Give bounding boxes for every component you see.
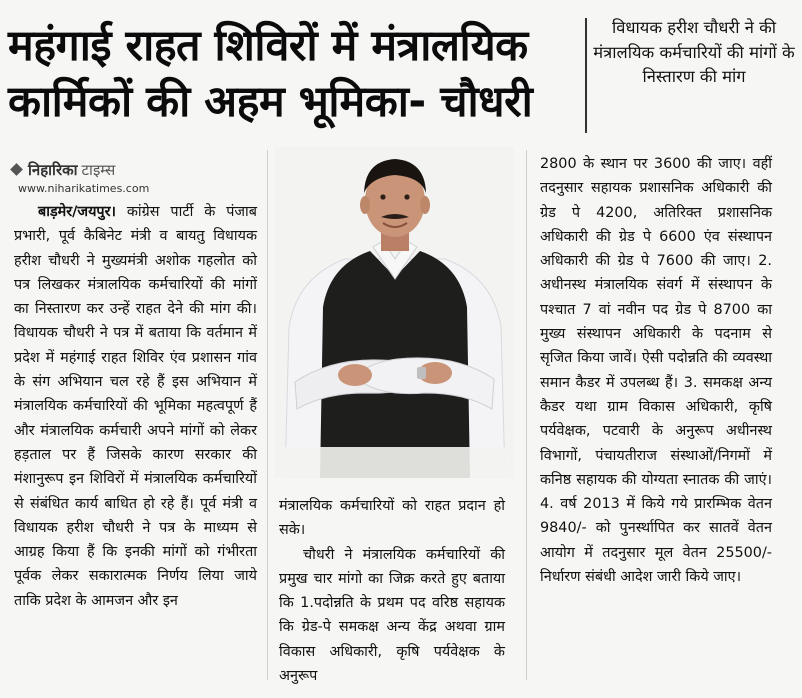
portrait-photo xyxy=(275,147,514,478)
photo-bottom-fade xyxy=(275,447,514,478)
headline-line-2: कार्मिकों की अहम भूमिका- चौधरी xyxy=(8,77,533,127)
brand-url: www.niharikatimes.com xyxy=(18,182,150,195)
kicker-divider xyxy=(585,18,587,133)
article-column-2 xyxy=(279,494,505,688)
brand-name: निहारिका xyxy=(28,161,78,179)
column-divider-1 xyxy=(267,150,268,680)
dateline: बाड़मेर/जयपुर। xyxy=(38,204,116,220)
wristwatch xyxy=(417,367,426,379)
column-2-paragraph-2: चौधरी ने मंत्रालयिक कर्मचारियों की प्रमुख चार मांगो का जिक्र करते हुए बताया कि 1.पदोन्नति के प्रथम पद वरिष्ठ सहायक कि ग्रेड-पे समकक्ष अन्य केंद्र अथवा ग्राम विकास अधिकारी, कृषि पर्यवेक्षक के अनुरूप xyxy=(279,546,505,685)
eye-left xyxy=(380,194,385,199)
ear-left xyxy=(360,196,370,214)
column-3-text: 2800 के स्थान पर 3600 की जाए। वहीं तदनुसार सहायक प्रशासनिक अधिकारी की ग्रेड पे 4200, अतिरिक्त प्रशासनिक अधिकारी की ग्रेड पे 6600 एंव संस्थापन अधिकारी की ग्रेड पे 7600 की जाए। 2. अधीनस्थ मंत्रालयिक संवर्ग में संस्थापन के पश्चात 7 वां नवीन पद ग्रेड पे 8700 का मुख्य संस्थापन अधिकारी के पदनाम से सृजित किया जावें। ऐसी पदोन्नति की व्यवस्था समान कैडर में उपलब्ध हैं। 3. समकक्ष अन्य कैडर यथा ग्राम विकास अधिकारी, कृषि पर्यवेक्षक, पटवारी के अनुरूप अधीनस्थ विभागों, पंचायतीराज संस्थाओं/निगमों में कनिष्ठ सहायक की योग्यता स्नातक की जाएं। 4. वर्ष 2013 में किये गये प्रारम्भिक वेतन 9840/- को पुनर्स्थापित कर सातवें वेतन आयोग में तदनुसार मूल वेतन 25500/- निर्धारण संबंधी आदेश जारी किये जाए। xyxy=(540,156,772,586)
brand-name-suffix: टाइम्स xyxy=(81,161,116,179)
eye-right xyxy=(404,194,409,199)
headline-line-1: महंगाई राहत शिविरों में मंत्रालयिक xyxy=(8,21,528,71)
column-divider-2 xyxy=(526,150,527,680)
kicker-subheading: विधायक हरीश चौधरी ने की मंत्रालयिक कर्मचारियों की मांगों के निस्तारण की मांग xyxy=(593,18,795,86)
column-2-paragraph-1: मंत्रालयिक कर्मचारियों को राहत प्रदान हो सके। xyxy=(279,498,505,539)
article-column-1 xyxy=(14,200,257,613)
portrait-illustration xyxy=(275,147,514,478)
article-column-3 xyxy=(540,152,772,589)
headline xyxy=(8,18,574,130)
ear-right xyxy=(420,196,430,214)
column-1-text: कांग्रेस पार्टी के पंजाब प्रभारी, पूर्व कैबिनेट मंत्री व बायतु विधायक हरीश चौधरी ने मुख्यमंत्री अशोक गहलोत को पत्र लिखकर मंत्रालयिक कर्मचारियों की मांगों का निस्तारण कर उन्हें राहत देने की मांग की। विधायक चौधरी ने पत्र में बताया कि वर्तमान में प्रदेश में महंगाई राहत शिविर एंव प्रशासन गांव के संग अभियान चल रहे हैं इस अभियान में मंत्रालयिक कर्मचारियों की भूमिका महत्वपूर्ण हैं और मंत्रालयिक कर्मचारी अपने मांगों को लेकर हड़ताल पर हैं जिसके कारण सरकार की मंशानुरूप इन शिविरों में मंत्रालयिक कर्मचारियों से संबंधित कार्य बाधित हो रहे हैं। पूर्व मंत्री व विधायक हरीश चौधरी ने पत्र के माध्यम से आग्रह किया हैं कि इनकी मांगों को गंभीरता पूर्वक लेकर सकारात्मक निर्णय लिया जाये ताकि प्रदेश के आमजन और इन xyxy=(14,204,258,609)
diamond-bullet-icon xyxy=(10,163,23,176)
publication-brand xyxy=(10,160,260,200)
hand-left xyxy=(338,364,372,386)
